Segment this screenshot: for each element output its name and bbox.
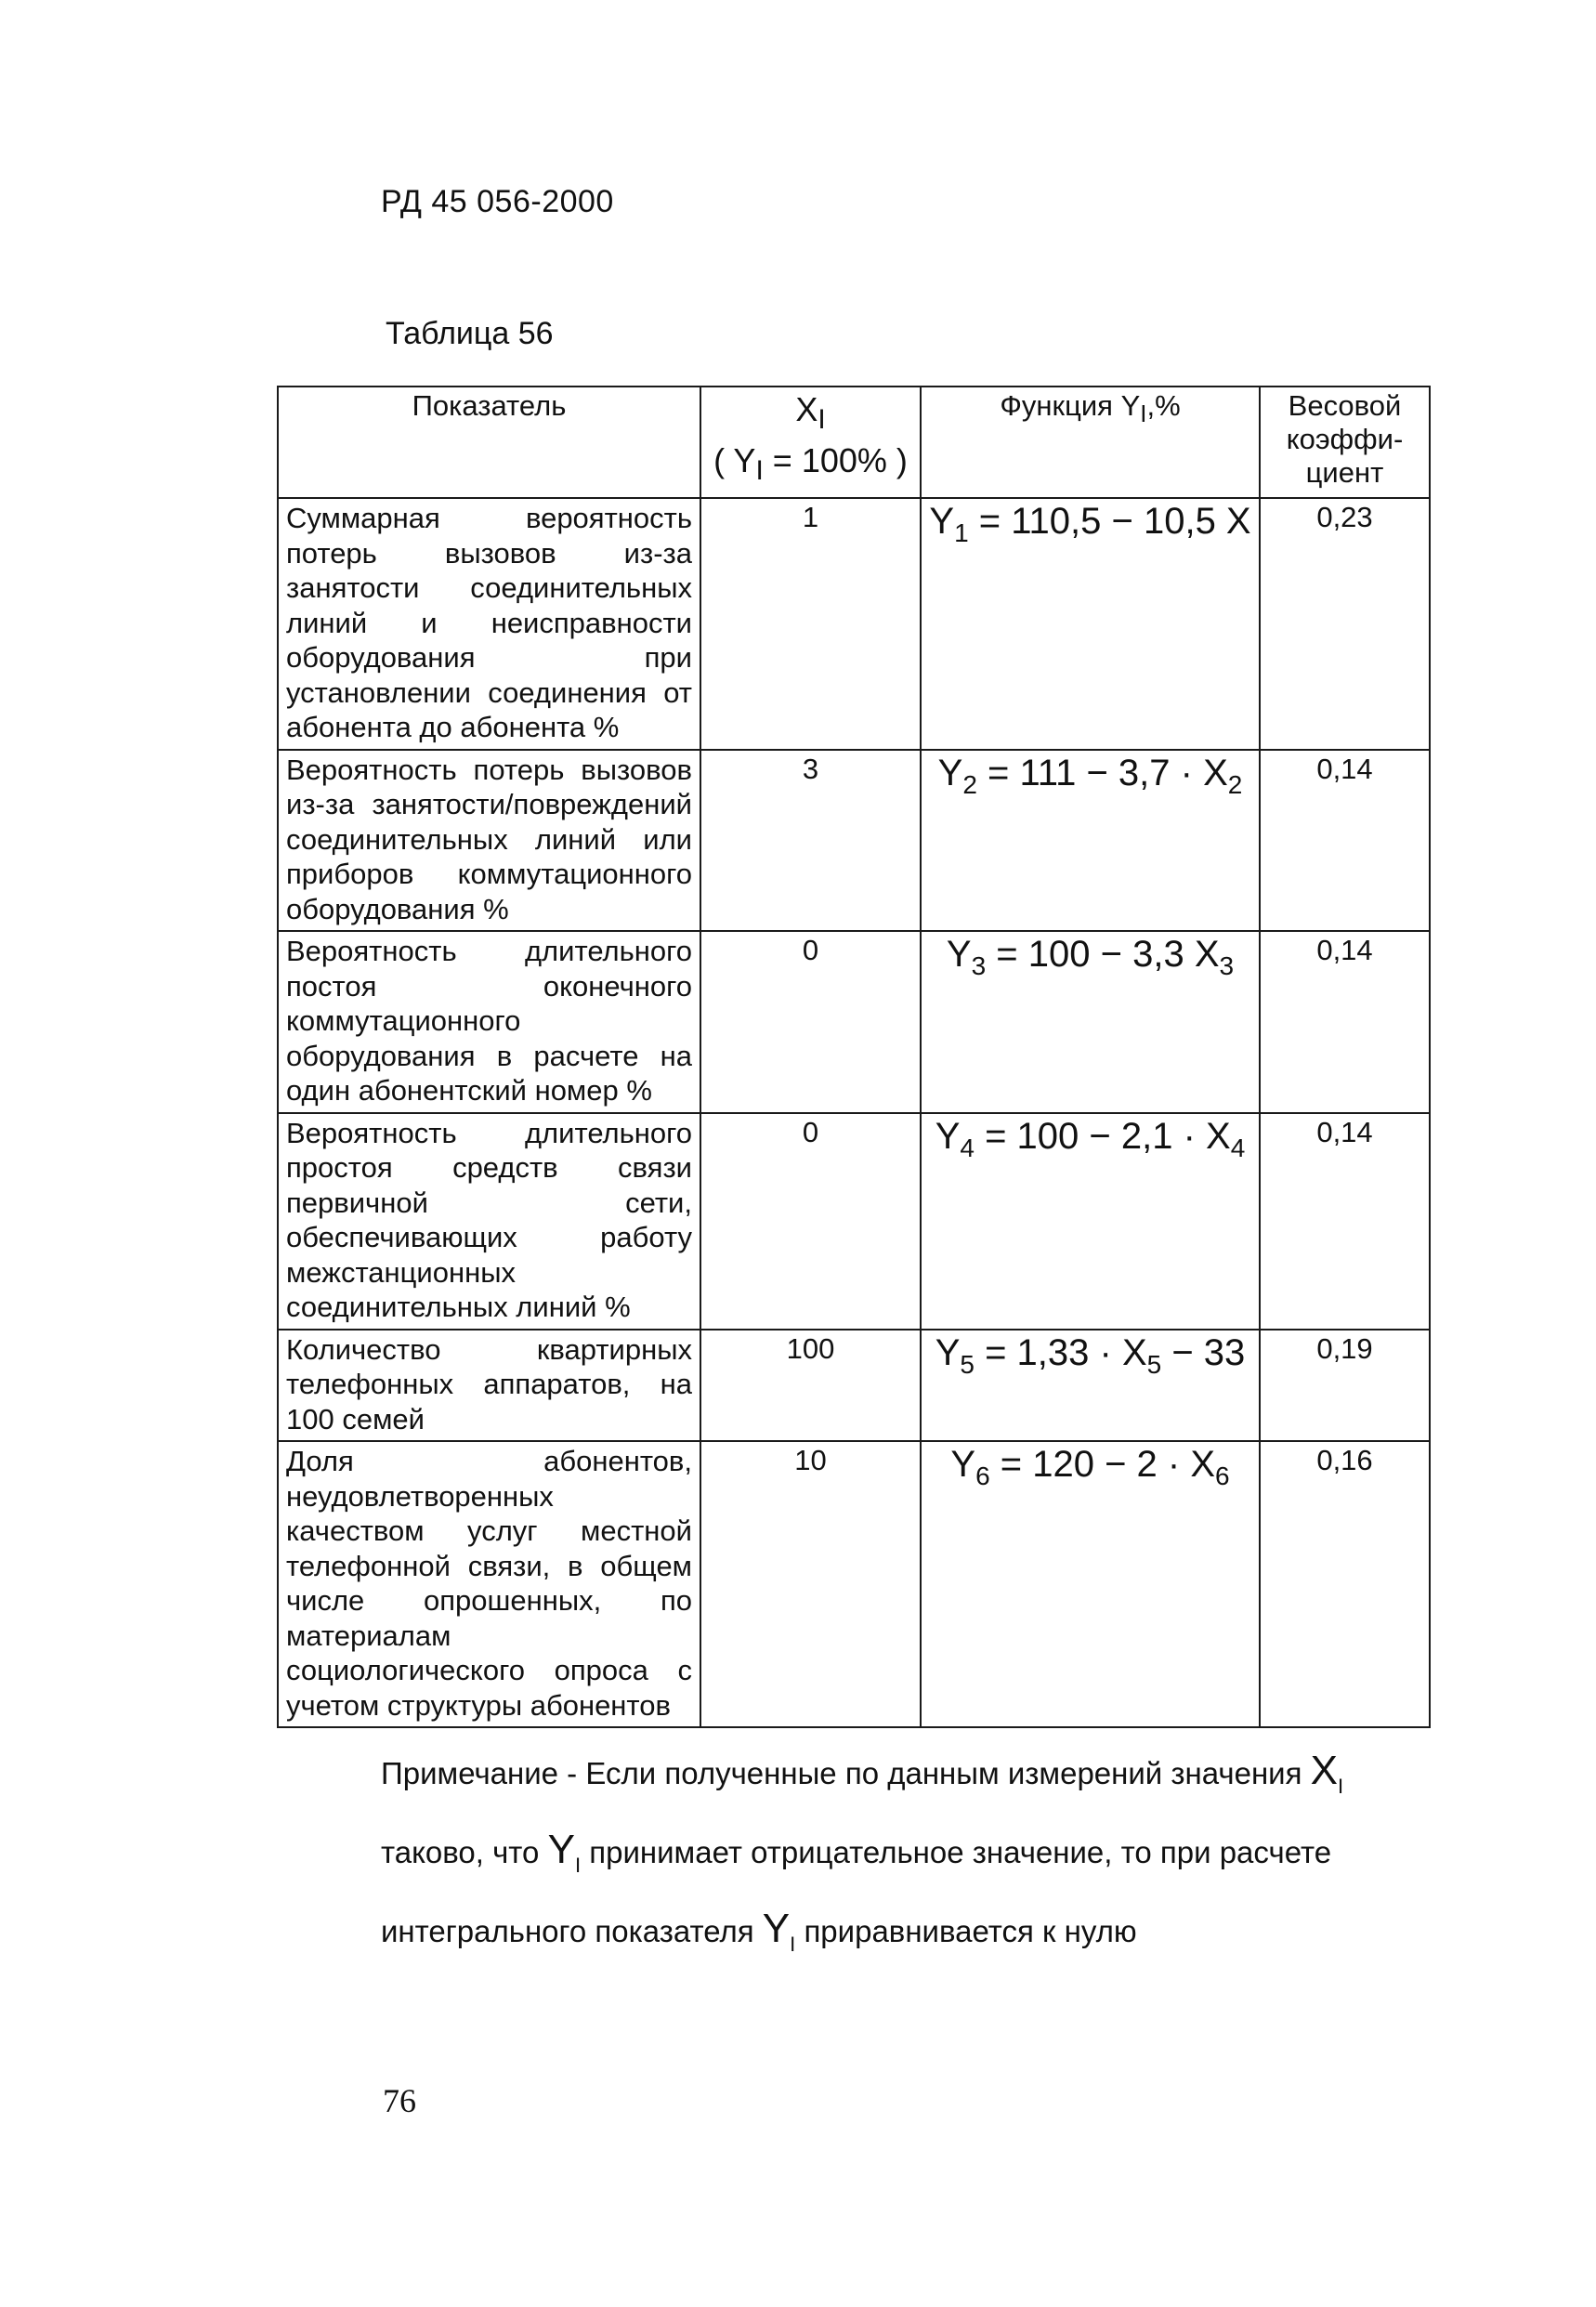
row-function [921, 498, 1260, 750]
formula-lhs: Y [935, 1331, 961, 1373]
formula-lhs: Y [935, 1115, 961, 1157]
table-row [278, 1441, 1430, 1727]
formula-sub: 2 [962, 769, 977, 799]
note-symbol-y2-letter: Y [762, 1905, 791, 1951]
formula-expr: = 111 − 3,7 · X [976, 752, 1228, 793]
header-function-suffix: ,% [1146, 389, 1181, 422]
document-code: РД 45 056-2000 [381, 184, 614, 219]
formula-sub: 4 [960, 1133, 975, 1162]
header-weight-line2: коэффи- [1286, 423, 1404, 455]
row-indicator: Вероятность потерь вызовов из-за занятости/повреждений соединительных линий или приборов коммутационного оборудования % [278, 750, 700, 932]
row-x-value: 1 [700, 498, 921, 750]
table-header-row [278, 387, 1430, 498]
row-weight: 0,23 [1260, 498, 1430, 750]
formula-tail: − 33 [1161, 1331, 1246, 1373]
note-part3: принимает отрицательное значение, то при расчете интегрального показателя [381, 1834, 1332, 1948]
header-x-cond-open: ( Y [713, 441, 756, 480]
row-function [921, 1330, 1260, 1442]
formula-lhs: Y [950, 1444, 976, 1485]
row-indicator: Количество квартирных телефонных аппаратов, на 100 семей [278, 1330, 700, 1442]
formula-sub: 5 [960, 1349, 975, 1379]
header-function [921, 387, 1260, 498]
row-function [921, 750, 1260, 932]
row-function [921, 1441, 1260, 1727]
row-indicator: Доля абонентов, неудовлетворенных качеством услуг местной телефонной связи, в общем числе опрошенных, по материалам социологического опроса с учетом структуры абонентов [278, 1441, 700, 1727]
formula-sub2: 4 [1230, 1133, 1246, 1162]
table-row [278, 1113, 1430, 1330]
formula-expr: = 1,33 · X [974, 1331, 1147, 1373]
header-x-sub: I [818, 404, 826, 436]
note-symbol-y [547, 1826, 582, 1877]
formula-sub: 1 [954, 518, 969, 547]
note-symbol-x-letter: X [1310, 1748, 1338, 1793]
table-row [278, 1330, 1430, 1442]
formula-sub2: 2 [1227, 769, 1243, 799]
formula-expr: = 110,5 − 10,5 X [968, 501, 1251, 542]
header-weight-line1: Весовой [1288, 389, 1402, 422]
formula-lhs: Y [946, 934, 972, 975]
page-number: 76 [383, 2082, 416, 2119]
formula-sub2: 3 [1219, 951, 1235, 980]
note-part1: Примечание - Если полученные по данным измерений значения [381, 1756, 1302, 1790]
row-function [921, 931, 1260, 1113]
formula-expr: = 100 − 3,3 X [986, 934, 1220, 975]
row-function [921, 1113, 1260, 1330]
formula-expr: = 120 − 2 · X [989, 1444, 1216, 1485]
header-weight [1260, 387, 1430, 498]
row-weight: 0,14 [1260, 931, 1430, 1113]
row-weight: 0,14 [1260, 750, 1430, 932]
row-indicator: Вероятность длительного постоя оконечного коммутационного оборудования в расчете на один абонентский номер % [278, 931, 700, 1113]
formula-sub2: 6 [1215, 1462, 1230, 1490]
note-symbol-x-sub: I [1338, 1774, 1344, 1798]
table-note [381, 1739, 1384, 1975]
row-weight: 0,16 [1260, 1441, 1430, 1727]
row-x-value: 10 [700, 1441, 921, 1727]
row-x-value: 3 [700, 750, 921, 932]
formula-lhs: Y [929, 501, 955, 542]
row-weight: 0,14 [1260, 1113, 1430, 1330]
formula-expr: = 100 − 2,1 · X [974, 1115, 1231, 1157]
note-part4: приравнивается к нулю [804, 1913, 1137, 1948]
formula-lhs: Y [937, 752, 963, 793]
table-row [278, 750, 1430, 932]
table-row [278, 498, 1430, 750]
note-symbol-y-letter: Y [547, 1826, 575, 1872]
header-indicator: Показатель [278, 387, 700, 498]
note-part2: таково, что [381, 1834, 540, 1869]
note-symbol-y2 [762, 1905, 796, 1956]
header-weight-line3: циент [1305, 456, 1384, 489]
table-row [278, 931, 1430, 1113]
indicators-table [277, 386, 1431, 1728]
note-symbol-x [1310, 1748, 1344, 1798]
row-indicator: Вероятность длительного простоя средств связи первичной сети, обеспечивающих работу межстанционных соединительных линий % [278, 1113, 700, 1330]
row-x-value: 0 [700, 931, 921, 1113]
header-x-cond-sub: I [755, 455, 764, 487]
note-symbol-y-sub: I [574, 1853, 582, 1877]
header-function-label: Функция Y [1000, 389, 1141, 422]
formula-sub: 6 [975, 1462, 990, 1490]
header-x-label: X [795, 390, 818, 428]
row-weight: 0,19 [1260, 1330, 1430, 1442]
row-indicator: Суммарная вероятность потерь вызовов из-за занятости соединительных линий и неисправности оборудования при установлении соединения от абонента до абонента % [278, 498, 700, 750]
header-x [700, 387, 921, 498]
note-symbol-y2-sub: I [790, 1932, 796, 1956]
table-caption: Таблица 56 [386, 316, 554, 351]
row-x-value: 100 [700, 1330, 921, 1442]
formula-sub2: 5 [1146, 1349, 1162, 1379]
header-function-sub: I [1140, 401, 1147, 428]
row-x-value: 0 [700, 1113, 921, 1330]
header-x-cond-rest: = 100% ) [763, 441, 908, 480]
formula-sub: 3 [971, 951, 987, 980]
